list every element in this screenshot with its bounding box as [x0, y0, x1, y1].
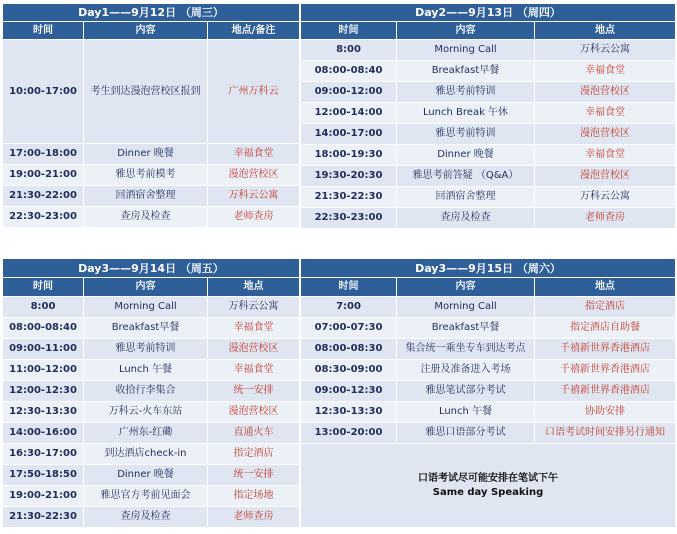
table-row [3, 144, 300, 165]
table-row [3, 318, 300, 339]
content-cell: Morning Call [397, 297, 535, 318]
table-row [301, 166, 676, 187]
content-cell: 查房及检查 [84, 507, 208, 528]
place-cell: 指定场地 [208, 486, 300, 507]
content-cell: Morning Call [397, 40, 535, 61]
day1-header-time: 时间 [3, 22, 84, 40]
content-cell: 回酒宿舍整理 [84, 186, 208, 207]
content-cell: 查房及检查 [397, 208, 535, 229]
table-row [3, 207, 300, 228]
table-row [3, 381, 300, 402]
place-cell: 直通火车 [208, 423, 300, 444]
content-cell: 广州东-红磡 [84, 423, 208, 444]
time-cell: 08:00-08:30 [301, 339, 397, 360]
content-cell: 雅思考前特训 [397, 82, 535, 103]
day2-title: Day2——9月13日 （周四） [301, 4, 676, 22]
day2-header-place: 地点 [535, 22, 676, 40]
day3-sat-header-time: 时间 [301, 278, 397, 297]
day3-sat-schedule [300, 258, 676, 528]
place-cell: 老师查房 [208, 507, 300, 528]
day1-schedule [2, 3, 300, 228]
content-cell: 雅思笔试部分考试 [397, 381, 535, 402]
time-cell: 09:00-12:00 [301, 82, 397, 103]
content-cell: Breakfast早餐 [397, 61, 535, 82]
time-cell: 21:30-22:30 [3, 507, 84, 528]
place-cell: 老师查房 [535, 208, 676, 229]
table-row [301, 103, 676, 124]
content-cell: Lunch 午餐 [397, 402, 535, 423]
place-cell: 千禧新世界香港酒店 [535, 339, 676, 360]
time-cell: 19:00-21:00 [3, 165, 84, 186]
table-row [3, 402, 300, 423]
time-cell: 11:00-12:00 [3, 360, 84, 381]
table-row [3, 486, 300, 507]
content-cell: 查房及检查 [84, 207, 208, 228]
time-cell: 14:00-16:00 [3, 423, 84, 444]
table-row [301, 61, 676, 82]
place-cell: 千禧新世界香港酒店 [535, 360, 676, 381]
day1-header-place: 地点/备注 [208, 22, 300, 40]
place-cell: 统一安排 [208, 381, 300, 402]
table-row [3, 507, 300, 528]
table-row [3, 339, 300, 360]
place-cell: 漫泡营校区 [208, 339, 300, 360]
content-cell: Dinner 晚餐 [397, 145, 535, 166]
time-cell: 22:30-23:00 [3, 207, 84, 228]
content-cell: 雅思考前答疑 （Q&A） [397, 166, 535, 187]
place-cell: 漫泡营校区 [535, 124, 676, 145]
table-row [3, 297, 300, 318]
time-cell: 19:00-21:00 [3, 486, 84, 507]
table-row [301, 423, 676, 444]
day2-schedule [300, 3, 676, 229]
time-cell: 08:00-08:40 [301, 61, 397, 82]
day3-sat-header-content: 内容 [397, 278, 535, 297]
content-cell: 回酒宿舍整理 [397, 187, 535, 208]
place-cell: 万科云公寓 [535, 40, 676, 61]
table-row [3, 444, 300, 465]
content-cell: 集合统一乘坐专车到达考点 [397, 339, 535, 360]
day3-fri-header-content: 内容 [84, 278, 208, 297]
day3-sat-header-place: 地点 [535, 278, 676, 297]
content-cell: 万科云-火车东站 [84, 402, 208, 423]
time-cell: 12:00-14:00 [301, 103, 397, 124]
time-cell: 19:30-20:30 [301, 166, 397, 187]
day3-fri-schedule [2, 258, 300, 528]
time-cell: 17:50-18:50 [3, 465, 84, 486]
place-cell: 广州万科云 [208, 40, 300, 144]
time-cell: 8:00 [301, 40, 397, 61]
place-cell: 协助安排 [535, 402, 676, 423]
table-row [301, 381, 676, 402]
day1-header-content: 内容 [84, 22, 208, 40]
place-cell: 指定酒店 [535, 297, 676, 318]
content-cell: Dinner 晚餐 [84, 144, 208, 165]
time-cell: 08:30-09:00 [301, 360, 397, 381]
place-cell: 指定酒店 [208, 444, 300, 465]
content-cell: Morning Call [84, 297, 208, 318]
content-cell: 雅思口语部分考试 [397, 423, 535, 444]
table-row [3, 423, 300, 444]
content-cell: 收拾行李集合 [84, 381, 208, 402]
time-cell: 17:00-18:00 [3, 144, 84, 165]
time-cell: 12:00-12:30 [3, 381, 84, 402]
place-cell: 幸福食堂 [208, 360, 300, 381]
place-cell: 幸福食堂 [208, 144, 300, 165]
table-row [301, 145, 676, 166]
place-cell: 万科云公寓 [535, 187, 676, 208]
table-row [301, 360, 676, 381]
place-cell: 万科云公寓 [208, 186, 300, 207]
place-cell: 漫泡营校区 [535, 166, 676, 187]
table-row [301, 402, 676, 423]
day1-title: Day1——9月12日 （周三） [3, 4, 300, 22]
time-cell: 21:30-22:30 [301, 187, 397, 208]
time-cell: 12:30-13:30 [3, 402, 84, 423]
content-cell: 雅思考前特训 [397, 124, 535, 145]
time-cell: 12:30-13:30 [301, 402, 397, 423]
place-cell: 统一安排 [208, 465, 300, 486]
time-cell: 07:00-07:30 [301, 318, 397, 339]
time-cell: 21:30-22:00 [3, 186, 84, 207]
place-cell: 漫泡营校区 [208, 165, 300, 186]
place-cell: 幸福食堂 [535, 103, 676, 124]
place-cell: 口语考试时间安排另行通知 [535, 423, 676, 444]
table-row [3, 465, 300, 486]
day2-header-time: 时间 [301, 22, 397, 40]
content-cell: 考生到达漫泡营校区报到 [84, 40, 208, 144]
place-cell: 幸福食堂 [208, 318, 300, 339]
speaking-note [301, 444, 676, 528]
time-cell: 10:00-17:00 [3, 40, 84, 144]
table-row [301, 40, 676, 61]
table-row [301, 339, 676, 360]
place-cell: 指定酒店自助餐 [535, 318, 676, 339]
time-cell: 13:00-20:00 [301, 423, 397, 444]
day2-header-content: 内容 [397, 22, 535, 40]
table-row [301, 208, 676, 229]
table-row [3, 40, 300, 144]
table-row [3, 186, 300, 207]
time-cell: 14:00-17:00 [301, 124, 397, 145]
time-cell: 09:00-11:00 [3, 339, 84, 360]
content-cell: Breakfast早餐 [84, 318, 208, 339]
time-cell: 22:30-23:00 [301, 208, 397, 229]
content-cell: 注册及准备进入考场 [397, 360, 535, 381]
place-cell: 老师查房 [208, 207, 300, 228]
table-row [301, 82, 676, 103]
content-cell: Lunch 午餐 [84, 360, 208, 381]
content-cell: 雅思考前模考 [84, 165, 208, 186]
table-row [301, 297, 676, 318]
place-cell: 千禧新世界香港酒店 [535, 381, 676, 402]
place-cell: 漫泡营校区 [535, 82, 676, 103]
content-cell: Dinner 晚餐 [84, 465, 208, 486]
content-cell: 雅思官方考前见面会 [84, 486, 208, 507]
note-line-1: 口语考试尽可能安排在笔试下午 [418, 473, 558, 484]
table-row [301, 124, 676, 145]
content-cell: 到达酒店check-in [84, 444, 208, 465]
time-cell: 7:00 [301, 297, 397, 318]
day3-fri-header-time: 时间 [3, 278, 84, 297]
place-cell: 万科云公寓 [208, 297, 300, 318]
time-cell: 16:30-17:00 [3, 444, 84, 465]
day3-sat-title: Day3——9月15日 （周六） [301, 259, 676, 278]
content-cell: Breakfast早餐 [397, 318, 535, 339]
day3-fri-title: Day3——9月14日 （周五） [3, 259, 300, 278]
content-cell: Lunch Break 午休 [397, 103, 535, 124]
note-row [301, 444, 676, 528]
table-row [301, 187, 676, 208]
table-row [301, 318, 676, 339]
place-cell: 漫泡营校区 [208, 402, 300, 423]
place-cell: 幸福食堂 [535, 61, 676, 82]
table-row [3, 165, 300, 186]
time-cell: 09:00-12:30 [301, 381, 397, 402]
table-row [3, 360, 300, 381]
time-cell: 08:00-08:40 [3, 318, 84, 339]
content-cell: 雅思考前特训 [84, 339, 208, 360]
note-line-2: Same day Speaking [432, 486, 544, 498]
time-cell: 18:00-19:30 [301, 145, 397, 166]
place-cell: 幸福食堂 [535, 145, 676, 166]
time-cell: 8:00 [3, 297, 84, 318]
day3-fri-header-place: 地点 [208, 278, 300, 297]
